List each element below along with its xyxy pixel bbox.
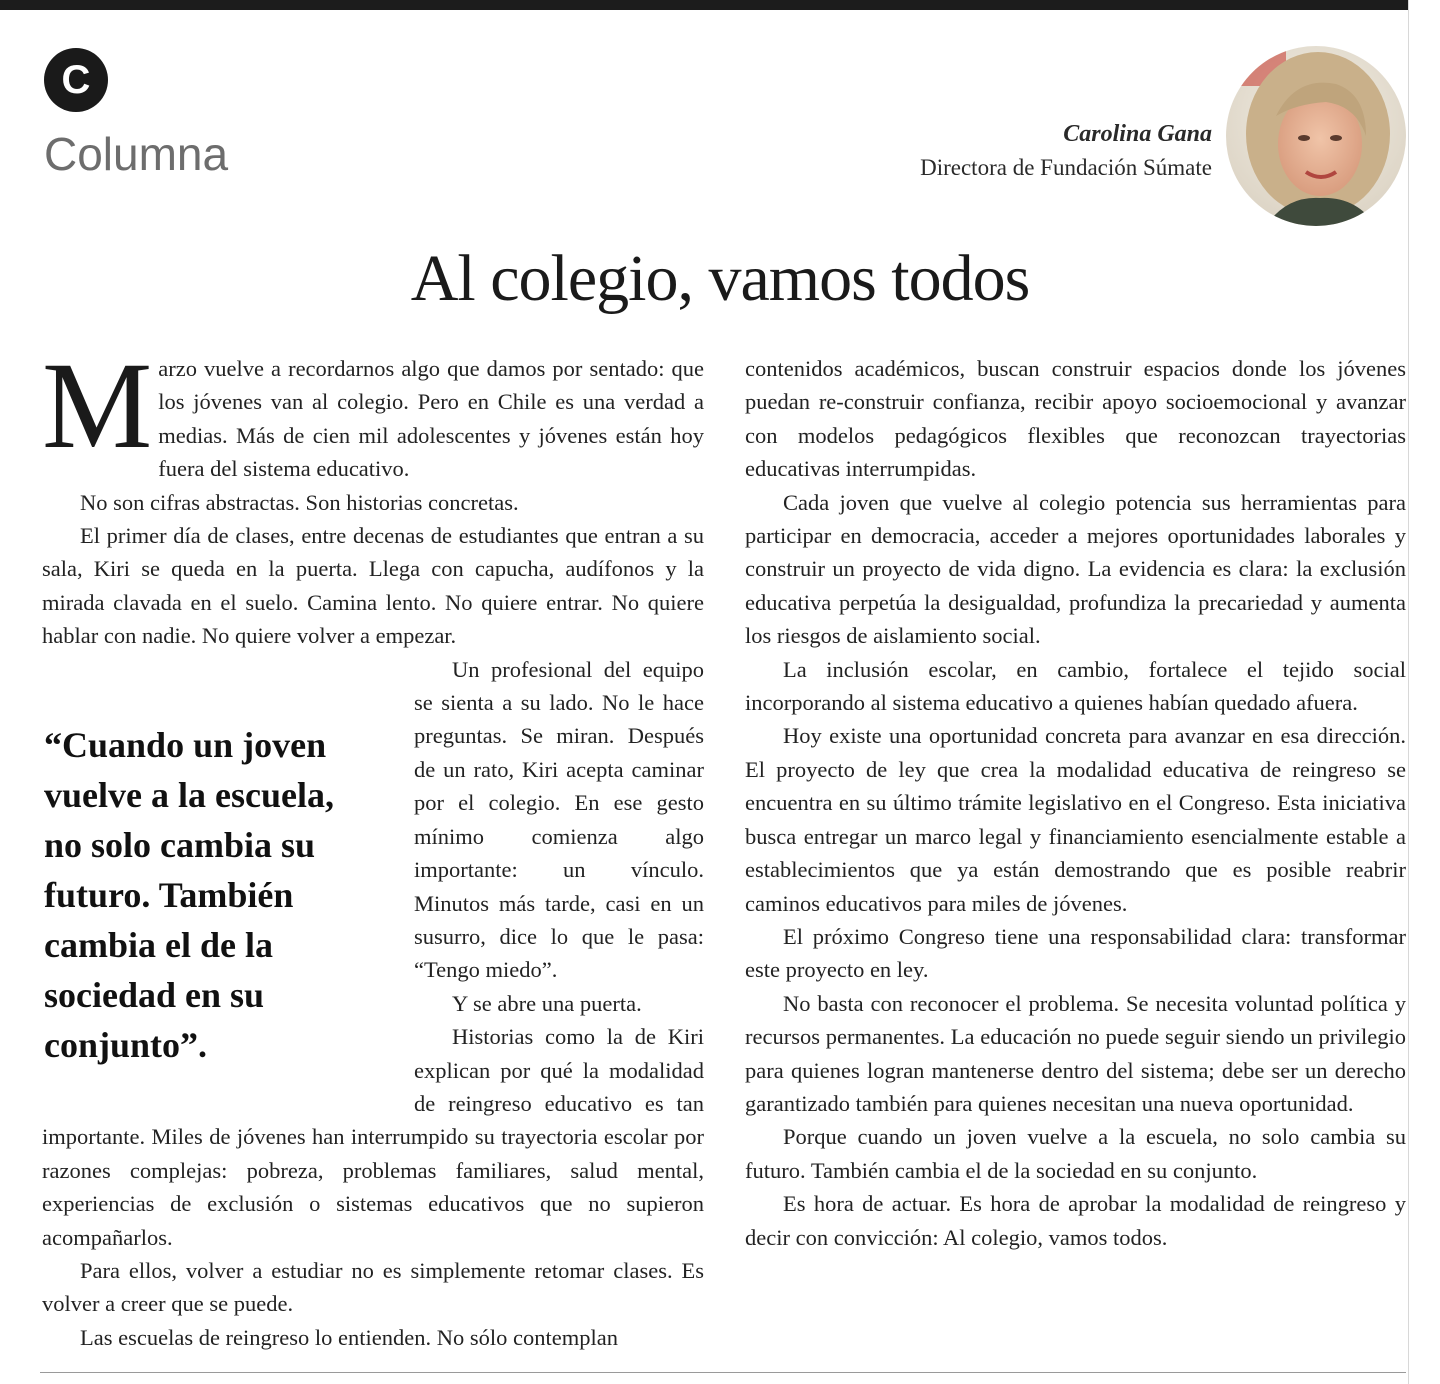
body-paragraph-text: Un profesional del equipo se sienta a su lado. No le hace preguntas. Se miran. Después de un rato, Kiri acepta caminar por el colegio. En ese gesto mínimo comienza algo importante: un vínculo. Minutos más tarde, casi en un susurro, dice lo que le pasa: “Tengo miedo”.: [414, 656, 704, 983]
bottom-rule: [40, 1372, 1406, 1373]
drop-cap: M: [42, 337, 153, 474]
right-rule: [1408, 0, 1409, 1384]
body-paragraph-continued: contenidos académicos, buscan construir espacios donde los jóvenes puedan re-construir confianza, recibir apoyo socioemocional y avanzar con modelos pedagógicos flexibles que reconozcan trayectorias educativas interrumpidas.: [745, 356, 1406, 482]
article-column-right: [745, 352, 1406, 1254]
body-paragraph: Es hora de actuar. Es hora de aprobar la modalidad de reingreso y decir con convicción: Al colegio, vamos todos.: [745, 1191, 1406, 1250]
body-paragraph: Hoy existe una oportunidad concreta para avanzar en esa dirección. El proyecto de ley que crea la modalidad educativa de reingreso se encuentra en su último trámite legislativo en el Congreso. Esta iniciativa busca entregar un marco legal y financiamiento esencialmente estable a establecimientos que ya están demostrando que es posible reabrir caminos educativos para miles de jóvenes.: [745, 723, 1406, 916]
body-paragraph: No basta con reconocer el problema. Se necesita voluntad política y recursos permanentes. La educación no puede seguir siendo un privilegio para quienes logran mantenerse dentro del sistema; debe ser un derecho garantizado también para quienes necesitan una nueva oportunidad.: [745, 990, 1406, 1116]
pull-quote: “Cuando un joven vuelve a la escuela, no solo cambia su futuro. También cambia el de la sociedad en su conjunto”.: [44, 725, 334, 1065]
body-paragraph: Cada joven que vuelve al colegio potencia sus herramientas para participar en democracia, acceder a mejores oportunidades laborales y construir un proyecto de vida digno. La evidencia es clara: la exclusión educativa perpetúa la desigualdad, profundiza la precariedad y aumenta los riesgos de aislamiento social.: [745, 489, 1406, 649]
section-badge: C: [44, 48, 108, 112]
author-name: Carolina Gana: [1063, 121, 1212, 147]
first-paragraph-text: arzo vuelve a recordarnos algo que damos por sentado: que los jóvenes van al colegio. Pero en Chile es una verdad a medias. Más de cien mil adolescentes y jóvenes están hoy fuera del sistema educativo.: [158, 356, 704, 482]
section-label: Columna: [44, 128, 229, 180]
author-photo: [1226, 46, 1406, 226]
body-paragraph: Porque cuando un joven vuelve a la escuela, no solo cambia su futuro. También cambia el de la sociedad en su conjunto.: [745, 1124, 1406, 1183]
body-paragraph-1: [42, 337, 704, 486]
body-paragraph: Para ellos, volver a estudiar no es simplemente retomar clases. Es volver a creer que se puede.: [42, 1257, 704, 1317]
headline: Al colegio, vamos todos: [410, 242, 1030, 315]
body-paragraph: Las escuelas de reingreso lo entienden. No sólo contemplan: [80, 1324, 618, 1350]
body-paragraph: La inclusión escolar, en cambio, fortalece el tejido social incorporando al sistema educativo a quienes habían quedado afuera.: [745, 656, 1406, 716]
body-paragraph: Historias como la de Kiri explican por qué la modalidad de reingreso educativo es tan importante. Miles de jóvenes han interrumpido su trayectoria escolar por razones complejas: pobreza, problemas familiares, salud mental, experiencias de exclusión o sistemas educativos que no supieron acompañarlos.: [42, 1024, 704, 1250]
body-paragraph: El próximo Congreso tiene una responsabilidad clara: transformar este proyecto en ley.: [745, 923, 1406, 983]
top-rule: [0, 0, 1408, 10]
author-byline: [920, 118, 1212, 186]
body-paragraph: El primer día de clases, entre decenas de estudiantes que entran a su sala, Kiri se queda en la puerta. Llega con capucha, audífonos y la mirada clavada en el suelo. Camina lento. No quiere entrar. No quiere hablar con nadie. No quiere volver a empezar.: [42, 523, 704, 649]
body-paragraph: No son cifras abstractas. Son historias concretas.: [80, 489, 519, 515]
body-paragraph: Y se abre una puerta.: [452, 990, 642, 1016]
author-role: Directora de Fundación Súmate: [920, 155, 1212, 180]
